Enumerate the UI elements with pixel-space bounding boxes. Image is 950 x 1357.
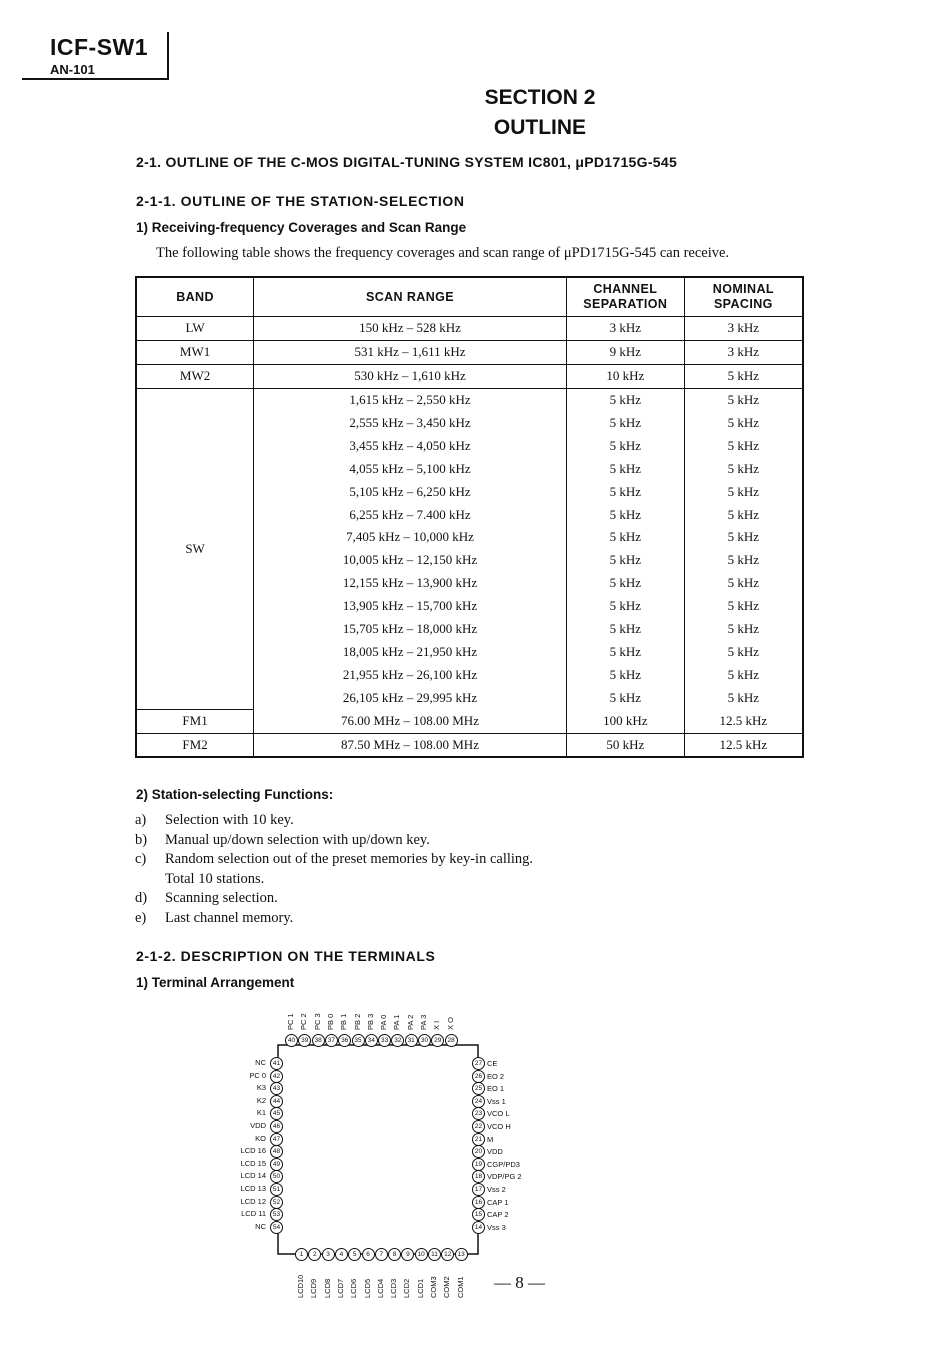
function-item-text: Manual up/down selection with up/down key.: [165, 831, 430, 848]
cell-channel-separation: 5 kHz: [566, 595, 684, 618]
cell-channel-separation: 5 kHz: [566, 618, 684, 641]
pin-number: 41: [270, 1057, 283, 1070]
cell-nominal-spacing: 5 kHz: [684, 572, 803, 595]
pin-number: 18: [472, 1170, 485, 1183]
pin-number: 32: [391, 1034, 404, 1047]
pin-number: 54: [270, 1221, 283, 1234]
cell-nominal-spacing: 5 kHz: [684, 457, 803, 480]
pin-number: 29: [431, 1034, 444, 1047]
cell-scan-range: 18,005 kHz – 21,950 kHz: [254, 640, 567, 663]
cell-nominal-spacing: 3 kHz: [684, 317, 803, 341]
pin-label: PB 3: [365, 1013, 375, 1030]
pin-number: 22: [472, 1120, 485, 1133]
pin-label: K2: [256, 1095, 266, 1105]
cell-nominal-spacing: 5 kHz: [684, 526, 803, 549]
cell-scan-range: 15,705 kHz – 18,000 kHz: [254, 618, 567, 641]
pin-label: PB 2: [352, 1013, 362, 1030]
pin-label: K3: [256, 1083, 266, 1093]
function-item-key: a): [135, 812, 147, 828]
pin-label: Vss 2: [487, 1185, 506, 1194]
heading-2-1-2: 2-1-2. DESCRIPTION ON THE TERMINALS: [136, 948, 436, 964]
pin-number: 17: [472, 1183, 485, 1196]
pin-number: 24: [472, 1095, 485, 1108]
pin-number: 19: [472, 1158, 485, 1171]
pin-number: 1: [295, 1248, 308, 1261]
pin-number: 52: [270, 1196, 283, 1209]
pin-label: PA 1: [392, 1014, 402, 1030]
cell-channel-separation: 10 kHz: [566, 364, 684, 388]
pin-label: LCD 16: [240, 1146, 266, 1156]
cell-channel-separation: 5 kHz: [566, 388, 684, 411]
pin-number: 37: [325, 1034, 338, 1047]
pin-label: EO 2: [487, 1071, 505, 1081]
col-channel-separation: CHANNEL SEPARATION: [566, 277, 684, 317]
pin-number: 3: [322, 1248, 335, 1261]
pin-label: LCD9: [309, 1278, 319, 1298]
pin-number: 21: [472, 1133, 485, 1146]
section-number: SECTION 2: [484, 86, 596, 109]
cell-channel-separation: 5 kHz: [566, 457, 684, 480]
table-row: [136, 733, 803, 757]
function-item-key: b): [135, 831, 148, 848]
cell-channel-separation: 5 kHz: [566, 663, 684, 686]
cell-nominal-spacing: 5 kHz: [684, 434, 803, 457]
pin-label: VCO H: [487, 1122, 511, 1131]
pin-label: PC 2: [299, 1013, 309, 1030]
pin-number: 51: [270, 1183, 283, 1196]
pin-number: 7: [375, 1248, 388, 1261]
header-rule-horizontal: [22, 78, 169, 80]
cell-scan-range: 26,105 kHz – 29,995 kHz: [254, 686, 567, 709]
pin-number: 27: [472, 1057, 485, 1070]
cell-channel-separation: 5 kHz: [566, 503, 684, 526]
cell-scan-range: 87.50 MHz – 108.00 MHz: [254, 733, 567, 757]
pin-label: K1: [256, 1108, 266, 1118]
pin-label: PC 3: [312, 1013, 322, 1030]
cell-channel-separation: 5 kHz: [566, 434, 684, 457]
pin-label: EO 1: [487, 1084, 505, 1094]
cell-scan-range: 13,905 kHz – 15,700 kHz: [254, 595, 567, 618]
pin-label: X I: [432, 1020, 442, 1030]
pin-label: LCD 14: [240, 1171, 266, 1181]
cell-scan-range: 5,105 kHz – 6,250 kHz: [254, 480, 567, 503]
cell-scan-range: 7,405 kHz – 10,000 kHz: [254, 526, 567, 549]
col-scan-range: SCAN RANGE: [254, 277, 567, 317]
cell-channel-separation: 5 kHz: [566, 572, 684, 595]
pin-label: LCD8: [322, 1278, 332, 1298]
pin-number: 13: [455, 1248, 468, 1261]
pin-label: PC 0: [249, 1070, 266, 1080]
subheading-coverages: 1) Receiving-frequency Coverages and Scan Range: [136, 220, 467, 235]
pin-number: 33: [378, 1034, 391, 1047]
pin-label: Vss 1: [487, 1096, 506, 1106]
pin-label: LCD10: [296, 1274, 305, 1298]
pin-label: LCD2: [402, 1278, 412, 1298]
col-band: BAND: [136, 277, 254, 317]
model-code: AN-101: [50, 62, 95, 77]
header-rule-vertical: [167, 32, 169, 80]
pin-label: VDP/PG 2: [487, 1172, 522, 1182]
cell-scan-range: 76.00 MHz – 108.00 MHz: [254, 709, 567, 733]
cell-scan-range: 2,555 kHz – 3,450 kHz: [254, 412, 567, 435]
cell-band: SW: [136, 388, 254, 709]
cell-band: MW2: [136, 364, 254, 388]
pin-label: COM2: [442, 1276, 452, 1298]
pin-number: 11: [428, 1248, 441, 1261]
cell-scan-range: 10,005 kHz – 12,150 kHz: [254, 549, 567, 572]
pin-label: VCO L: [487, 1109, 510, 1119]
pin-number: 9: [401, 1248, 414, 1261]
cell-scan-range: 3,455 kHz – 4,050 kHz: [254, 434, 567, 457]
pin-number: 31: [405, 1034, 418, 1047]
table-row: [136, 388, 803, 411]
cell-band: LW: [136, 317, 254, 341]
cell-nominal-spacing: 5 kHz: [684, 686, 803, 709]
cell-channel-separation: 100 kHz: [566, 709, 684, 733]
pin-number: 14: [472, 1221, 485, 1234]
pin-label: PA 2: [405, 1014, 415, 1030]
pin-label: VDD: [487, 1147, 503, 1157]
pin-number: 47: [270, 1133, 283, 1146]
cell-scan-range: 12,155 kHz – 13,900 kHz: [254, 572, 567, 595]
model-title: ICF-SW1: [50, 34, 149, 60]
cell-band: FM2: [136, 733, 254, 757]
pin-number: 45: [270, 1107, 283, 1120]
pin-number: 48: [270, 1145, 283, 1158]
pin-label: LCD3: [389, 1278, 399, 1298]
function-item: [135, 910, 293, 927]
cell-scan-range: 4,055 kHz – 5,100 kHz: [254, 457, 567, 480]
cell-nominal-spacing: 5 kHz: [684, 388, 803, 411]
cell-nominal-spacing: 5 kHz: [684, 663, 803, 686]
pin-label: Vss 3: [487, 1222, 506, 1232]
pin-label: PA 0: [379, 1014, 389, 1030]
cell-nominal-spacing: 5 kHz: [684, 480, 803, 503]
pin-label: LCD 11: [241, 1209, 266, 1219]
pin-number: 28: [445, 1034, 458, 1047]
pin-label: PB 0: [325, 1013, 335, 1030]
function-item: [135, 851, 533, 868]
pin-label: LCD1: [415, 1278, 425, 1298]
pin-number: 23: [472, 1107, 485, 1120]
function-item-key: c): [135, 851, 147, 867]
cell-channel-separation: 5 kHz: [566, 686, 684, 709]
pin-number: 20: [472, 1145, 485, 1158]
pin-label: LCD5: [362, 1278, 372, 1298]
function-item: [135, 812, 294, 829]
cell-nominal-spacing: 5 kHz: [684, 549, 803, 572]
cell-scan-range: 150 kHz – 528 kHz: [254, 317, 567, 341]
pin-label: VDD: [250, 1121, 266, 1130]
pin-number: 38: [312, 1034, 325, 1047]
function-item-text: Selection with 10 key.: [165, 812, 294, 828]
page-number: — 8 —: [494, 1273, 545, 1292]
heading-2-1-1: 2-1-1. OUTLINE OF THE STATION-SELECTION: [136, 193, 465, 209]
pin-label: COM3: [429, 1276, 438, 1298]
terminal-arrangement-diagram: [240, 1000, 570, 1300]
table-row: [136, 709, 803, 733]
pin-number: 4: [335, 1248, 348, 1261]
heading-2-1: 2-1. OUTLINE OF THE C-MOS DIGITAL-TUNING SYSTEM IC801, μPD1715G-545: [136, 154, 678, 170]
pin-label: COM1: [455, 1276, 465, 1298]
pin-label: PC 1: [286, 1013, 295, 1030]
pin-label: KO: [255, 1133, 266, 1143]
pin-label: CAP 1: [487, 1197, 509, 1207]
cell-nominal-spacing: 5 kHz: [684, 364, 803, 388]
function-item: [135, 832, 430, 849]
pin-number: 16: [472, 1196, 485, 1209]
function-item: [135, 871, 264, 888]
function-item-key: d): [135, 890, 148, 906]
pin-number: 15: [472, 1208, 485, 1221]
pin-label: CE: [487, 1059, 498, 1068]
pin-label: NC: [255, 1058, 266, 1067]
pin-number: 42: [270, 1070, 283, 1083]
table-row: [136, 340, 803, 364]
pin-number: 39: [298, 1034, 311, 1047]
pin-label: NC: [255, 1221, 266, 1231]
pin-number: 25: [472, 1082, 485, 1095]
table-intro: The following table shows the frequency coverages and scan range of μPD1715G-545 can receive.: [156, 245, 730, 261]
pin-number: 43: [270, 1082, 283, 1095]
cell-channel-separation: 50 kHz: [566, 733, 684, 757]
table-row: [136, 364, 803, 388]
frequency-table: [135, 276, 804, 758]
function-item: [135, 890, 278, 907]
pin-label: LCD4: [375, 1278, 385, 1298]
cell-nominal-spacing: 5 kHz: [684, 412, 803, 435]
cell-channel-separation: 9 kHz: [566, 340, 684, 364]
cell-nominal-spacing: 5 kHz: [684, 503, 803, 526]
cell-channel-separation: 5 kHz: [566, 412, 684, 435]
pin-label: X O: [445, 1017, 455, 1030]
pin-label: LCD6: [349, 1278, 359, 1298]
pin-number: 30: [418, 1034, 431, 1047]
function-item-text: Random selection out of the preset memories by key-in calling.: [165, 851, 534, 867]
cell-scan-range: 1,615 kHz – 2,550 kHz: [254, 388, 567, 411]
pin-number: 2: [308, 1248, 321, 1261]
pin-label: LCD7: [335, 1278, 345, 1298]
pin-number: 10: [415, 1248, 428, 1261]
cell-scan-range: 530 kHz – 1,610 kHz: [254, 364, 567, 388]
cell-channel-separation: 5 kHz: [566, 480, 684, 503]
cell-scan-range: 6,255 kHz – 7.400 kHz: [254, 503, 567, 526]
subheading-terminal-arrangement: 1) Terminal Arrangement: [136, 975, 295, 990]
pin-label: CGP/PD3: [487, 1159, 520, 1169]
pin-label: LCD 15: [240, 1158, 266, 1168]
pin-number: 50: [270, 1170, 283, 1183]
cell-channel-separation: 3 kHz: [566, 317, 684, 341]
cell-scan-range: 531 kHz – 1,611 kHz: [254, 340, 567, 364]
section-title: OUTLINE: [493, 116, 587, 139]
pin-number: 12: [441, 1248, 454, 1261]
cell-nominal-spacing: 3 kHz: [684, 340, 803, 364]
table-header-row: [136, 277, 803, 317]
cell-scan-range: 21,955 kHz – 26,100 kHz: [254, 663, 567, 686]
pin-number: 53: [270, 1208, 283, 1221]
function-item-text: Total 10 stations.: [165, 870, 265, 887]
pin-number: 36: [338, 1034, 351, 1047]
pin-label: LCD 12: [240, 1196, 266, 1206]
cell-nominal-spacing: 12.5 kHz: [684, 709, 803, 733]
pin-number: 46: [270, 1120, 283, 1133]
pin-label: LCD 13: [240, 1184, 266, 1193]
table-row: [136, 317, 803, 341]
model-header: [22, 32, 170, 80]
pin-number: 8: [388, 1248, 401, 1261]
cell-channel-separation: 5 kHz: [566, 526, 684, 549]
pin-label: M: [487, 1134, 494, 1144]
subheading-functions: 2) Station-selecting Functions:: [136, 787, 334, 802]
pin-label: CAP 2: [487, 1210, 509, 1220]
cell-nominal-spacing: 12.5 kHz: [684, 733, 803, 757]
function-item-text: Last channel memory.: [165, 909, 294, 926]
cell-band: MW1: [136, 340, 254, 364]
function-item-key: e): [135, 909, 147, 926]
cell-nominal-spacing: 5 kHz: [684, 618, 803, 641]
pin-number: 49: [270, 1158, 283, 1171]
col-nominal-spacing: NOMINAL SPACING: [684, 277, 803, 317]
cell-nominal-spacing: 5 kHz: [684, 595, 803, 618]
pin-label: PB 1: [339, 1013, 349, 1030]
function-item-text: Scanning selection.: [165, 890, 278, 906]
pin-number: 40: [285, 1034, 298, 1047]
cell-nominal-spacing: 5 kHz: [684, 640, 803, 663]
cell-channel-separation: 5 kHz: [566, 640, 684, 663]
pin-label: PA 3: [419, 1014, 428, 1030]
pin-number: 5: [348, 1248, 361, 1261]
pin-number: 6: [362, 1248, 375, 1261]
pin-number: 44: [270, 1095, 283, 1108]
cell-band: FM1: [136, 709, 254, 733]
pin-number: 34: [365, 1034, 378, 1047]
cell-channel-separation: 5 kHz: [566, 549, 684, 572]
pin-number: 26: [472, 1070, 485, 1083]
pin-number: 35: [352, 1034, 365, 1047]
